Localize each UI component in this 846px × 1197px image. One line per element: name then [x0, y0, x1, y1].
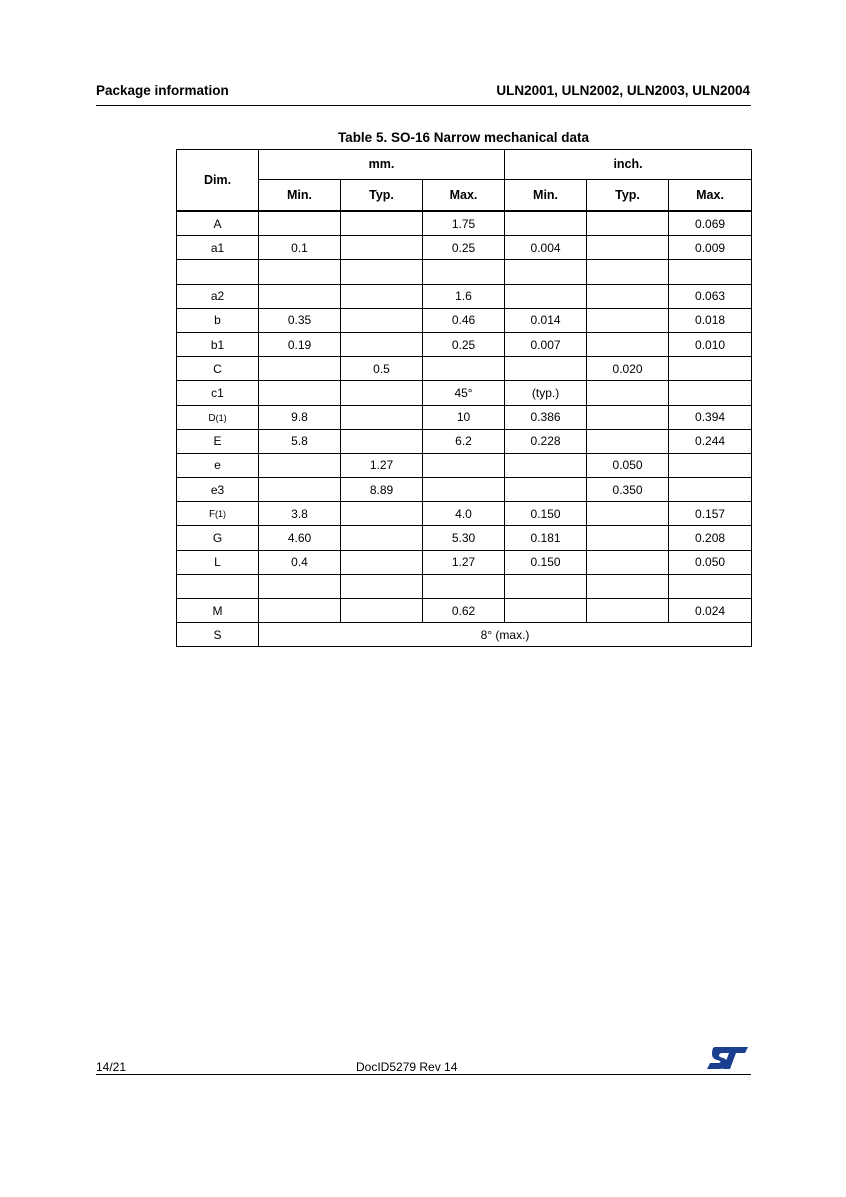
- st-logo-icon: [706, 1045, 750, 1076]
- value-cell: [669, 453, 752, 477]
- dim-cell: [177, 453, 259, 477]
- value-cell: 6.2: [423, 429, 505, 453]
- value-cell: [341, 550, 423, 574]
- sub-header: Min.: [505, 180, 587, 212]
- dim-label: c1: [211, 385, 224, 400]
- value-cell: [259, 478, 341, 502]
- dim-cell: [177, 236, 259, 260]
- dim-label: D: [208, 412, 216, 424]
- value-cell: 1.75: [423, 211, 505, 236]
- table-row: [177, 429, 752, 453]
- dim-cell: [177, 526, 259, 550]
- dim-label: e3: [210, 482, 225, 497]
- header-product-list: ULN2001, ULN2002, ULN2003, ULN2004: [496, 83, 750, 98]
- value-cell: 0.62: [423, 599, 505, 623]
- value-cell: [423, 453, 505, 477]
- value-cell: [259, 211, 341, 236]
- value-cell: 0.244: [669, 429, 752, 453]
- value-cell: 0.350: [587, 478, 669, 502]
- value-cell: [341, 429, 423, 453]
- value-cell: [669, 478, 752, 502]
- value-cell: [259, 260, 341, 284]
- table-row: [177, 599, 752, 623]
- value-cell: 10: [423, 405, 505, 429]
- value-cell: [587, 308, 669, 332]
- footer-rule: [96, 1074, 751, 1075]
- value-cell: 1.27: [423, 550, 505, 574]
- value-cell: 0.018: [669, 308, 752, 332]
- dim-cell: [177, 478, 259, 502]
- table-row: [177, 332, 752, 356]
- dim-cell: [177, 502, 259, 526]
- table-row: [177, 211, 752, 236]
- sub-header: Max.: [423, 180, 505, 212]
- value-cell: [587, 211, 669, 236]
- value-cell: 0.007: [505, 332, 587, 356]
- value-cell: 0.19: [259, 332, 341, 356]
- value-cell: 0.25: [423, 332, 505, 356]
- value-cell: [259, 574, 341, 598]
- value-cell: [423, 574, 505, 598]
- value-cell: [423, 260, 505, 284]
- value-cell: [505, 284, 587, 308]
- value-cell: 45°: [423, 381, 505, 405]
- table-row: [177, 357, 752, 381]
- table-row: [177, 526, 752, 550]
- value-cell: [341, 308, 423, 332]
- value-cell: [505, 478, 587, 502]
- dim-cell: [177, 550, 259, 574]
- table-row: [177, 574, 752, 598]
- value-cell: [587, 284, 669, 308]
- value-cell: [587, 599, 669, 623]
- value-cell: [587, 236, 669, 260]
- dim-cell: [177, 260, 259, 284]
- value-cell: [587, 550, 669, 574]
- dim-cell: [177, 284, 259, 308]
- dim-label: b: [214, 313, 221, 328]
- sub-header: Max.: [669, 180, 752, 212]
- value-cell: [341, 526, 423, 550]
- dim-cell: [177, 357, 259, 381]
- table-row: [177, 405, 752, 429]
- value-cell: [341, 381, 423, 405]
- value-cell: [505, 574, 587, 598]
- value-cell: 0.004: [505, 236, 587, 260]
- table-row: [177, 478, 752, 502]
- value-cell: [587, 332, 669, 356]
- value-cell: [259, 599, 341, 623]
- value-cell: 5.8: [259, 429, 341, 453]
- value-cell: [669, 260, 752, 284]
- value-cell: [259, 453, 341, 477]
- mechanical-data-table: [176, 149, 752, 647]
- value-cell: 8.89: [341, 478, 423, 502]
- dim-cell: S: [177, 623, 259, 647]
- table-row: [177, 550, 752, 574]
- value-cell: 1.6: [423, 284, 505, 308]
- value-cell: [341, 574, 423, 598]
- dim-cell: [177, 211, 259, 236]
- value-cell: [505, 599, 587, 623]
- dim-label: C: [213, 361, 222, 376]
- mm-header: mm.: [259, 150, 505, 180]
- value-cell: [505, 211, 587, 236]
- dim-cell: [177, 405, 259, 429]
- value-cell: [505, 453, 587, 477]
- header-rule: [96, 105, 751, 106]
- value-cell: 0.050: [669, 550, 752, 574]
- dim-label: F: [208, 509, 216, 521]
- doc-id: DocID5279 Rev 14: [356, 1060, 458, 1074]
- sub-header: Typ.: [341, 180, 423, 212]
- dim-label: L: [214, 555, 221, 570]
- value-cell: 0.014: [505, 308, 587, 332]
- value-cell: [587, 526, 669, 550]
- value-cell: [341, 211, 423, 236]
- value-cell: [341, 236, 423, 260]
- table-row: [177, 623, 752, 647]
- value-cell: 0.050: [587, 453, 669, 477]
- value-cell: 0.394: [669, 405, 752, 429]
- value-cell: 0.35: [259, 308, 341, 332]
- value-cell: 4.0: [423, 502, 505, 526]
- value-cell: [341, 260, 423, 284]
- value-cell: 0.157: [669, 502, 752, 526]
- value-cell: [259, 357, 341, 381]
- dim-cell: [177, 574, 259, 598]
- value-cell: [587, 502, 669, 526]
- table-row: [177, 453, 752, 477]
- value-cell: 0.46: [423, 308, 505, 332]
- value-cell: [341, 599, 423, 623]
- sub-header: Typ.: [587, 180, 669, 212]
- value-cell: [505, 260, 587, 284]
- value-cell: [341, 332, 423, 356]
- value-cell: [669, 357, 752, 381]
- value-cell: 0.181: [505, 526, 587, 550]
- value-cell: (typ.): [505, 381, 587, 405]
- value-cell: [669, 381, 752, 405]
- table-row: [177, 502, 752, 526]
- dim-cell: [177, 308, 259, 332]
- value-cell: [505, 357, 587, 381]
- dim-label: E: [213, 434, 222, 449]
- sub-header: Min.: [259, 180, 341, 212]
- value-cell: [587, 429, 669, 453]
- dim-note-ref: (1): [215, 509, 227, 520]
- dim-label: M: [212, 603, 223, 618]
- dim-label: A: [213, 216, 222, 231]
- value-cell: 0.150: [505, 502, 587, 526]
- page-number: 14/21: [96, 1060, 127, 1074]
- value-cell: [423, 357, 505, 381]
- value-cell: 0.024: [669, 599, 752, 623]
- dim-label: e: [214, 458, 221, 473]
- value-cell: [669, 574, 752, 598]
- table-body: [177, 211, 752, 647]
- inch-header: inch.: [505, 150, 752, 180]
- value-cell: 0.063: [669, 284, 752, 308]
- table-row: [177, 381, 752, 405]
- value-cell: 0.150: [505, 550, 587, 574]
- dim-cell: [177, 429, 259, 453]
- dim-cell: [177, 381, 259, 405]
- value-cell: [341, 405, 423, 429]
- dim-label: G: [212, 531, 223, 546]
- value-cell: [587, 574, 669, 598]
- value-cell: 0.1: [259, 236, 341, 260]
- value-cell: 0.009: [669, 236, 752, 260]
- value-cell: 8° (max.): [259, 623, 752, 647]
- value-cell: 5.30: [423, 526, 505, 550]
- value-cell: [587, 260, 669, 284]
- value-cell: 0.010: [669, 332, 752, 356]
- value-cell: [423, 478, 505, 502]
- value-cell: 4.60: [259, 526, 341, 550]
- dim-label: b1: [210, 337, 225, 352]
- value-cell: 0.4: [259, 550, 341, 574]
- table-row: [177, 284, 752, 308]
- value-cell: [587, 405, 669, 429]
- value-cell: 0.069: [669, 211, 752, 236]
- dim-header: Dim.: [177, 150, 259, 212]
- value-cell: [341, 502, 423, 526]
- dim-cell: [177, 599, 259, 623]
- value-cell: [259, 381, 341, 405]
- value-cell: 0.5: [341, 357, 423, 381]
- table-caption: Table 5. SO-16 Narrow mechanical data: [337, 130, 590, 145]
- value-cell: 0.020: [587, 357, 669, 381]
- value-cell: 0.25: [423, 236, 505, 260]
- value-cell: 9.8: [259, 405, 341, 429]
- value-cell: 3.8: [259, 502, 341, 526]
- table-row: [177, 260, 752, 284]
- value-cell: 0.386: [505, 405, 587, 429]
- dim-note-ref: (1): [215, 412, 227, 423]
- header-section-title: Package information: [96, 83, 229, 98]
- dim-label: a2: [210, 289, 225, 304]
- value-cell: [587, 381, 669, 405]
- value-cell: 1.27: [341, 453, 423, 477]
- dim-cell: [177, 332, 259, 356]
- value-cell: 0.208: [669, 526, 752, 550]
- value-cell: 0.228: [505, 429, 587, 453]
- table-row: [177, 308, 752, 332]
- value-cell: [259, 284, 341, 308]
- table-row: [177, 236, 752, 260]
- value-cell: [341, 284, 423, 308]
- dim-label: a1: [210, 240, 225, 255]
